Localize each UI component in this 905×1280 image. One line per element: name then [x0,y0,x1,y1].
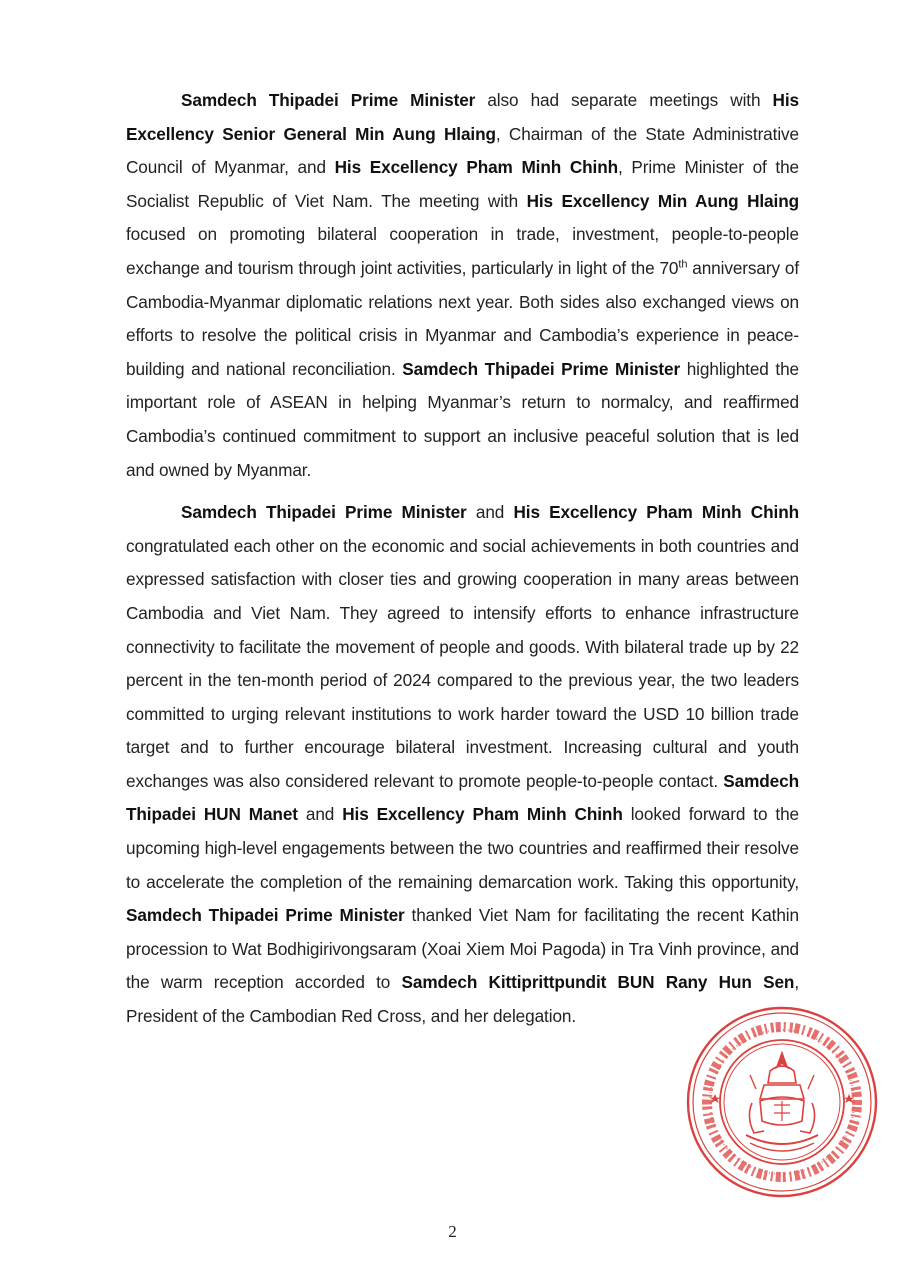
page-number: 2 [448,1222,457,1241]
text-run: , President of the Cambodian Red Cross, and her delegation. [126,972,799,1027]
document-body [126,84,799,1043]
text-run: highlighted the important role of ASEAN in helping Myanmar’s return to normalcy, and reaffirmed Cambodia’s continued commitment to support an inclusive peaceful solution that is led and owned by Myanmar. [126,358,799,480]
bold-text: Samdech Thipadei Prime Minister [181,502,467,523]
text-run: also had separate meetings with [475,90,773,110]
text-run: thanked Viet Nam for facilitating the recent Kathin procession to Wat Bodhigirivongsaram (Xoai Xiem Moi Pagoda) in Tra Vinh province, and the warm reception accorded to [126,905,799,993]
bold-text: Samdech Kittiprittpundit BUN Rany Hun Sen [401,972,795,993]
text-run: congratulated each other on the economic and social achievements in both countries and expressed satisfaction with closer ties and growing cooperation in many areas between Cambodia and Viet Nam. They agreed to intensify efforts to enhance infrastructure connectivity to facilitate the movement of people and goods. With bilateral trade up by 22 percent in the ten-month period of 2024 compared to the previous year, the two leaders committed to urging relevant institutions to work harder toward the USD 10 billion trade target and to further encourage bilateral investment. Increasing cultural and youth exchanges was also considered relevant to promote people-to-people contact. [126,535,799,791]
bold-text: Samdech Thipadei Prime Minister [126,905,405,926]
official-seal-icon [684,1005,880,1199]
bold-text: His Excellency Min Aung Hlaing [526,190,799,211]
bold-text: Samdech Thipadei Prime Minister [402,358,681,379]
paragraph-1 [126,84,799,487]
bold-text: His Excellency Senior General Min Aung Hlaing [126,90,799,144]
paragraph-2 [126,496,799,1034]
text-run: looked forward to the upcoming high-level engagements between the two countries and reaffirmed their resolve to accelerate the completion of the remaining demarcation work. Taking this opportunity, [126,804,799,892]
text-run: focused on promoting bilateral cooperation in trade, investment, people-to-people exchange and tourism through joint activities, particularly in light of the 70 [126,224,799,278]
text-run: , Prime Minister of the Socialist Republic of Viet Nam. The meeting with [126,157,799,211]
bold-text: Samdech Thipadei Prime Minister [181,90,476,110]
bold-text: Samdech Thipadei HUN Manet [126,770,799,825]
text-run: and [297,804,343,825]
bold-text: His Excellency Pham Minh Chinh [513,502,799,523]
bold-text: His Excellency Pham Minh Chinh [334,157,619,178]
text-run: anniversary of Cambodia-Myanmar diplomatic relations next year. Both sides also exchanged views on efforts to resolve the political crisis in Myanmar and Cambodia’s experience in peace-building and national reconciliation. [126,257,799,379]
text-run: and [466,502,514,523]
superscript-text: th [678,258,688,271]
text-run: , Chairman of the State Administrative Council of Myanmar, and [126,123,799,178]
bold-text: His Excellency Pham Minh Chinh [342,804,623,825]
